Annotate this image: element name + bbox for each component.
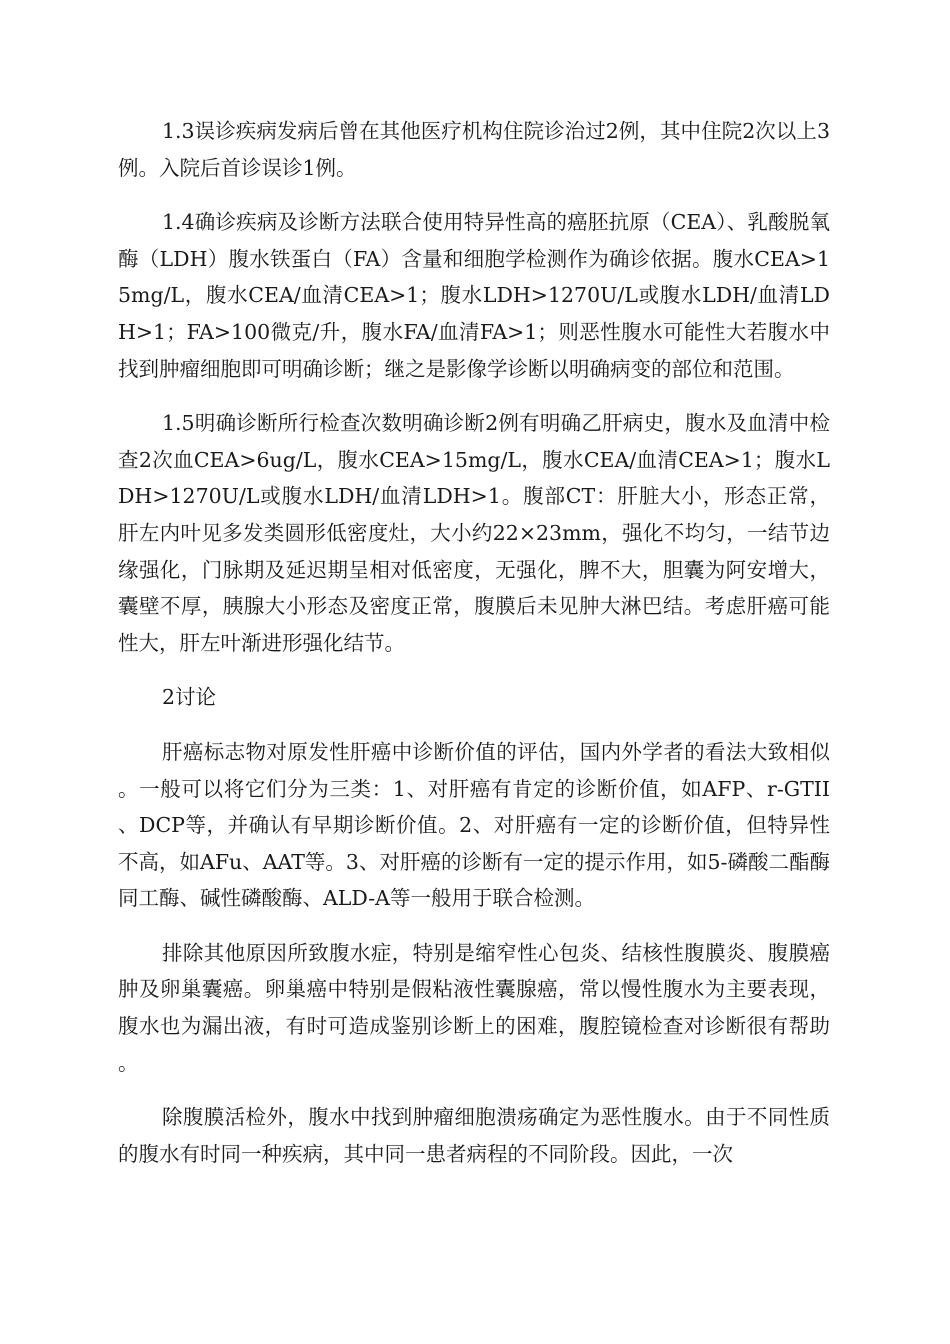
discussion-paragraph-1: 肝癌标志物对原发性肝癌中诊断价值的评估，国内外学者的看法大致相似。一般可以将它们分为三类：1、对肝癌有肯定的诊断价值，如AFP、r-GTII、DCP等，并确认有早期诊断价值。2、对肝癌有一定的诊断价值，但特异性不高，如AFu、AAT等。3、对肝癌的诊断有一定的提示作用，如5-磷酸二酯酶同工酶、碱性磷酸酶、ALD-A等一般用于联合检测。 xyxy=(118,739,830,911)
section-1-5-paragraph: 1.5明确诊断所行检查次数明确诊断2例有明确乙肝病史，腹水及血清中检查2次血CEA>6ug/L，腹水CEA>15mg/L，腹水CEA/血清CEA>1；腹水LDH>1270U/L或腹水LDH/血清LDH>1。腹部CT：肝脏大小，形态正常，肝左内叶见多发类圆形低密度灶，大小约22×23mm，强化不均匀，一结节边缘强化，门脉期及延迟期呈相对低密度，无强化，脾不大，胆囊为阿安增大，囊壁不厚，胰腺大小形态及密度正常，腹膜后未见肿大淋巴结。考虑肝癌可能性大，肝左叶渐进形强化结节。 xyxy=(118,411,830,655)
section-1-3-paragraph: 1.3误诊疾病发病后曾在其他医疗机构住院诊治过2例，其中住院2次以上3例。入院后首诊误诊1例。 xyxy=(118,119,830,180)
document-page xyxy=(118,113,830,1190)
discussion-paragraph-3: 除腹膜活检外，腹水中找到肿瘤细胞溃疡确定为恶性腹水。由于不同性质的腹水有时同一种疾病，其中同一患者病程的不同阶段。因此，一次 xyxy=(118,1105,830,1166)
section-1-4-paragraph: 1.4确诊疾病及诊断方法联合使用特异性高的癌胚抗原（CEA）、乳酸脱氧酶（LDH）腹水铁蛋白（FA）含量和细胞学检测作为确诊依据。腹水CEA>15mg/L，腹水CEA/血清CEA>1；腹水LDH>1270U/L或腹水LDH/血清LDH>1；FA>100微克/升，腹水FA/血清FA>1；则恶性腹水可能性大若腹水中找到肿瘤细胞即可明确诊断；继之是影像学诊断以明确病变的部位和范围。 xyxy=(118,210,830,381)
section-2-heading: 2讨论 xyxy=(162,685,217,710)
discussion-paragraph-2: 排除其他原因所致腹水症，特别是缩窄性心包炎、结核性腹膜炎、腹膜癌肿及卵巢囊癌。卵巢癌中特别是假粘液性囊腺癌，常以慢性腹水为主要表现，腹水也为漏出液，有时可造成鉴别诊断上的困难，腹腔镜检查对诊断很有帮助。 xyxy=(118,940,830,1075)
